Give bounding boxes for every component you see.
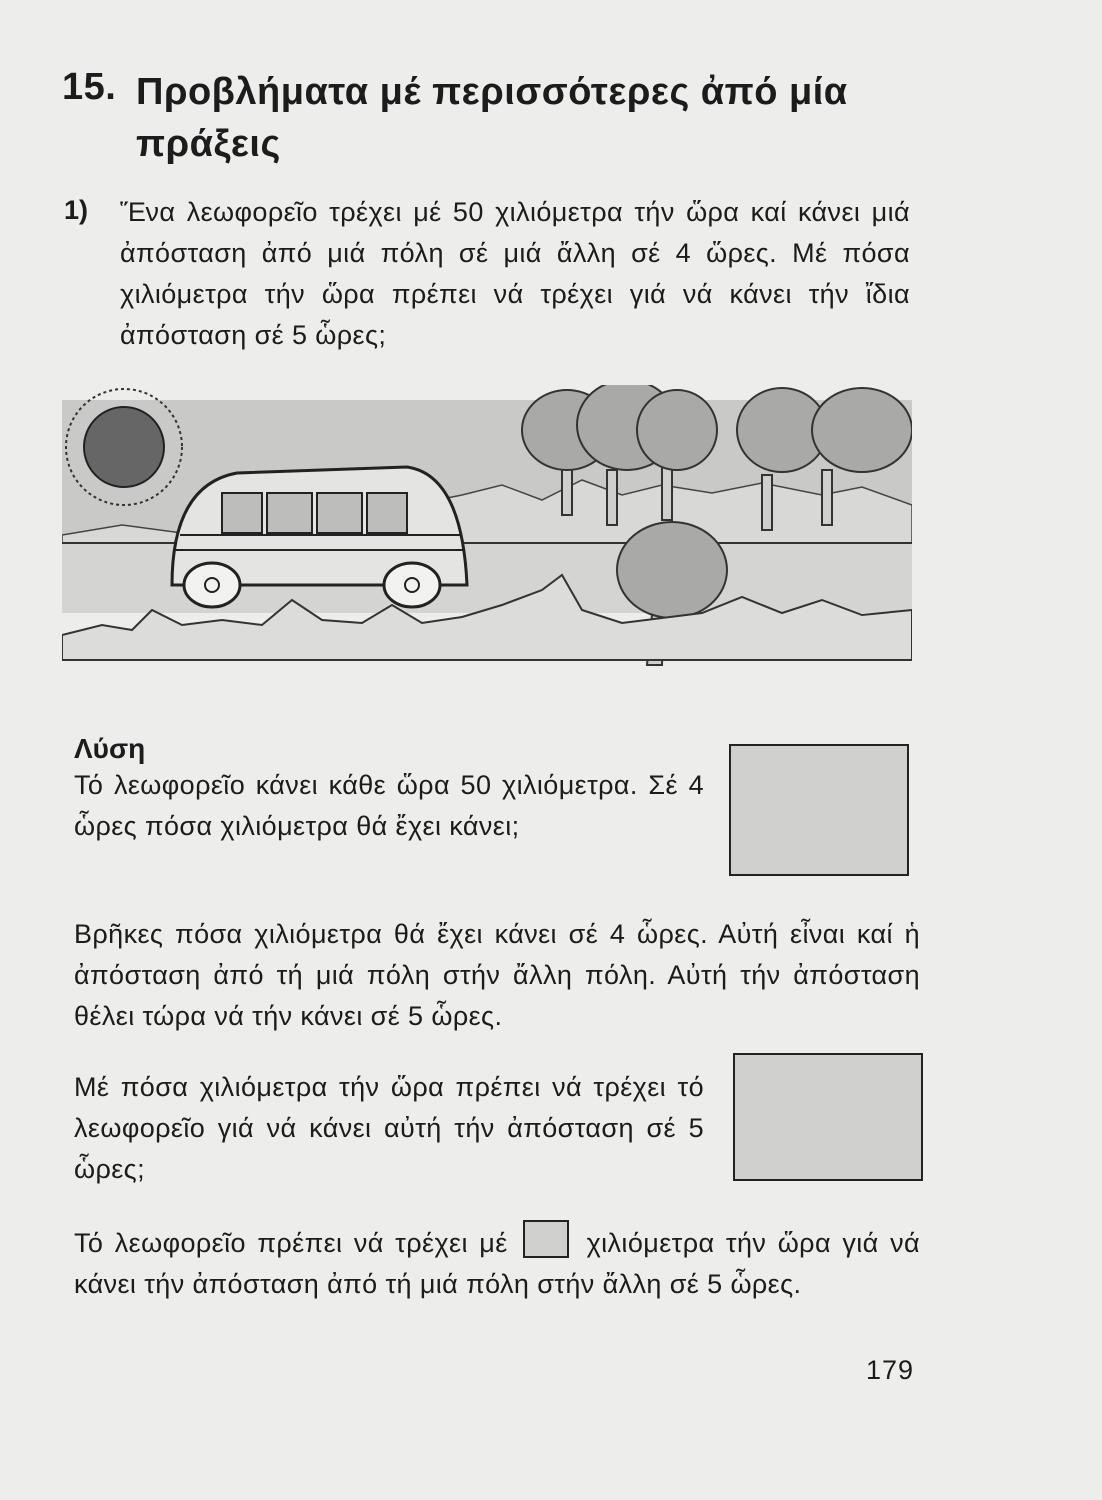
conclusion-after: χιλιόμετρα τήν ὥρα γιά νά κάνει τήν ἀπόσταση ἀπό τή μιά πόλη στήν ἄλλη σέ 5 ὧρες. (74, 1228, 921, 1299)
solution-conclusion (74, 1220, 920, 1305)
answer-box-3[interactable] (523, 1220, 569, 1258)
problem-text: Ἕνα λεωφορεῖο τρέχει μέ 50 χιλιόμετρα τήν ὥρα καί κάνει μιά ἀπόσταση ἀπό μιά πόλη σέ μιά ἄλλη σέ 4 ὥρες. Μέ πόσα χιλιόμετρα τήν ὥρα πρέπει νά τρέχει γιά νά κάνει τήν ἴδια ἀπόσταση σέ 5 ὧρες; (120, 197, 910, 350)
solution-step-2: Βρῆκες πόσα χιλιόμετρα θά ἔχει κάνει σέ 4 ὧρες. Αὐτή εἶναι καί ἡ ἀπόσταση ἀπό τή μιά πόλη στήν ἄλλη πόλη. Αὐτή τήν ἀπόσταση θέλει τώρα νά τήν κάνει σέ 5 ὧρες. (74, 919, 920, 1031)
section-number: 15. (62, 66, 117, 108)
answer-box-1[interactable] (729, 744, 909, 876)
problem-number: 1) (64, 195, 89, 225)
bus-icon (172, 467, 467, 607)
answer-box-2[interactable] (733, 1053, 923, 1181)
solution-step-3: Μέ πόσα χιλιόμετρα τήν ὥρα πρέπει νά τρέχει τό λεωφορεῖο γιά νά κάνει αὐτή τήν ἀπόσταση σέ 5 ὧρες; (74, 1072, 704, 1184)
page-number: 179 (866, 1355, 915, 1385)
section-title-text: Προβλήματα μέ περισσότερες ἀπό μία πράξεις (136, 71, 848, 165)
conclusion-before: Τό λεωφορεῖο πρέπει νά τρέχει μέ (74, 1228, 508, 1258)
solution-step-1: Τό λεωφορεῖο κάνει κάθε ὥρα 50 χιλιόμετρα. Σέ 4 ὧρες πόσα χιλιόμετρα θά ἔχει κάνει; (74, 770, 704, 841)
bus-landscape-illustration (62, 385, 912, 675)
solution-heading: Λύση (74, 733, 146, 764)
